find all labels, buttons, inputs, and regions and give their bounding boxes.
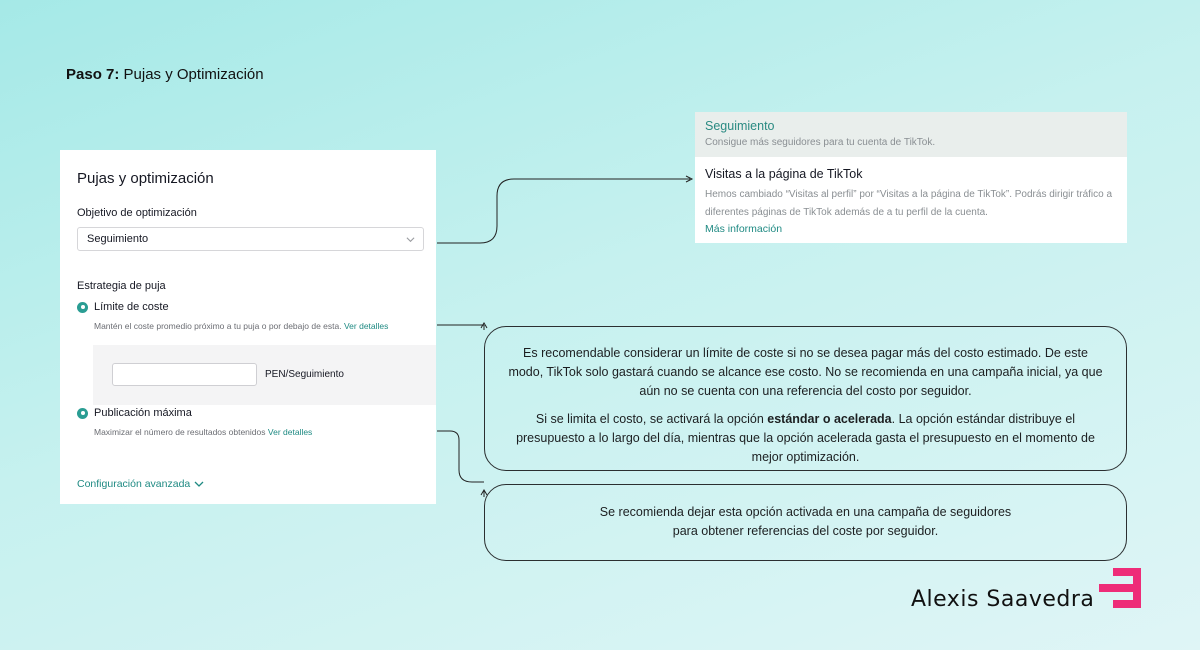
radio-cost-cap-label: Límite de coste [94,301,169,313]
objective-select[interactable] [77,227,424,251]
objective-dropdown [695,112,1127,243]
strategy-label: Estrategia de puja [77,280,166,292]
note1-p2-after: . La opción estándar distribuye el presupuesto a lo largo del día, mientras que la opción acelerada gasta el presupuesto en el momento de mejor optimización. [516,412,1095,464]
radio-cost-cap[interactable] [77,301,169,313]
brand-logo-icon [1099,568,1141,608]
chevron-down-icon [406,235,415,244]
cost-cap-details-link[interactable]: Ver detalles [343,321,389,331]
max-delivery-help-text: Maximizar el número de resultados obtenidos [94,427,266,437]
cost-cap-help-text: Mantén el coste promedio próximo a tu puja o por debajo de esta. [94,321,342,331]
bid-box [93,345,436,405]
option-desc: Hemos cambiado “Visitas al perfil” por “Visitas a la página de TikTok”. Podrás dirigir tráfico a diferentes páginas de TikTok además de a tu perfil de la cuenta. [705,189,1113,218]
advanced-settings-toggle[interactable] [77,478,204,490]
more-info-link[interactable]: Más información [705,223,783,235]
dropdown-option-selected[interactable] [695,112,1127,157]
bidding-panel [60,150,436,504]
radio-max-delivery[interactable] [77,407,192,419]
note-max-delivery [484,484,1127,561]
max-delivery-details-link[interactable]: Ver detalles [267,427,313,437]
objective-label: Objetivo de optimización [77,207,197,219]
note1-paragraph2 [507,410,1104,467]
panel-title: Pujas y optimización [77,170,214,187]
note1-paragraph1: Es recomendable considerar un límite de coste si no se desea pagar más del costo estimado. De este modo, TikTok solo gastará cuando se alcance ese costo. No se recomienda en una campaña inicial, ya que aún no se cuenta con una referencia del costo por seguidor. [508,346,1103,398]
bid-unit: PEN/Seguimiento [265,369,344,380]
note2-line2: para obtener referencias del coste por seguidor. [672,524,939,538]
cost-cap-help [94,321,388,331]
note1-p2-bold: estándar o acelerada [767,412,892,426]
step-prefix: Paso 7: [66,66,120,83]
note2-line1: Se recomienda dejar esta opción activada en una campaña de seguidores [599,505,1012,519]
option-selected-desc: Consigue más seguidores para tu cuenta de TikTok. [705,137,936,148]
option-selected-title: Seguimiento [705,119,775,133]
note1-p2-before: Si se limita el costo, se activará la opción [535,412,768,426]
advanced-settings-label: Configuración avanzada [77,478,191,490]
brand-name: Alexis Saavedra [911,587,1095,612]
max-delivery-help [94,427,312,437]
radio-max-delivery-label: Publicación máxima [94,407,192,419]
objective-value: Seguimiento [87,233,149,245]
radio-selected-icon [77,302,88,313]
option-title: Visitas a la página de TikTok [705,167,863,181]
note-cost-cap [484,326,1127,471]
radio-selected-icon [77,408,88,419]
bid-input[interactable] [112,363,257,386]
step-title [66,66,264,83]
step-name: Pujas y Optimización [123,66,264,83]
chevron-down-icon [194,480,204,488]
